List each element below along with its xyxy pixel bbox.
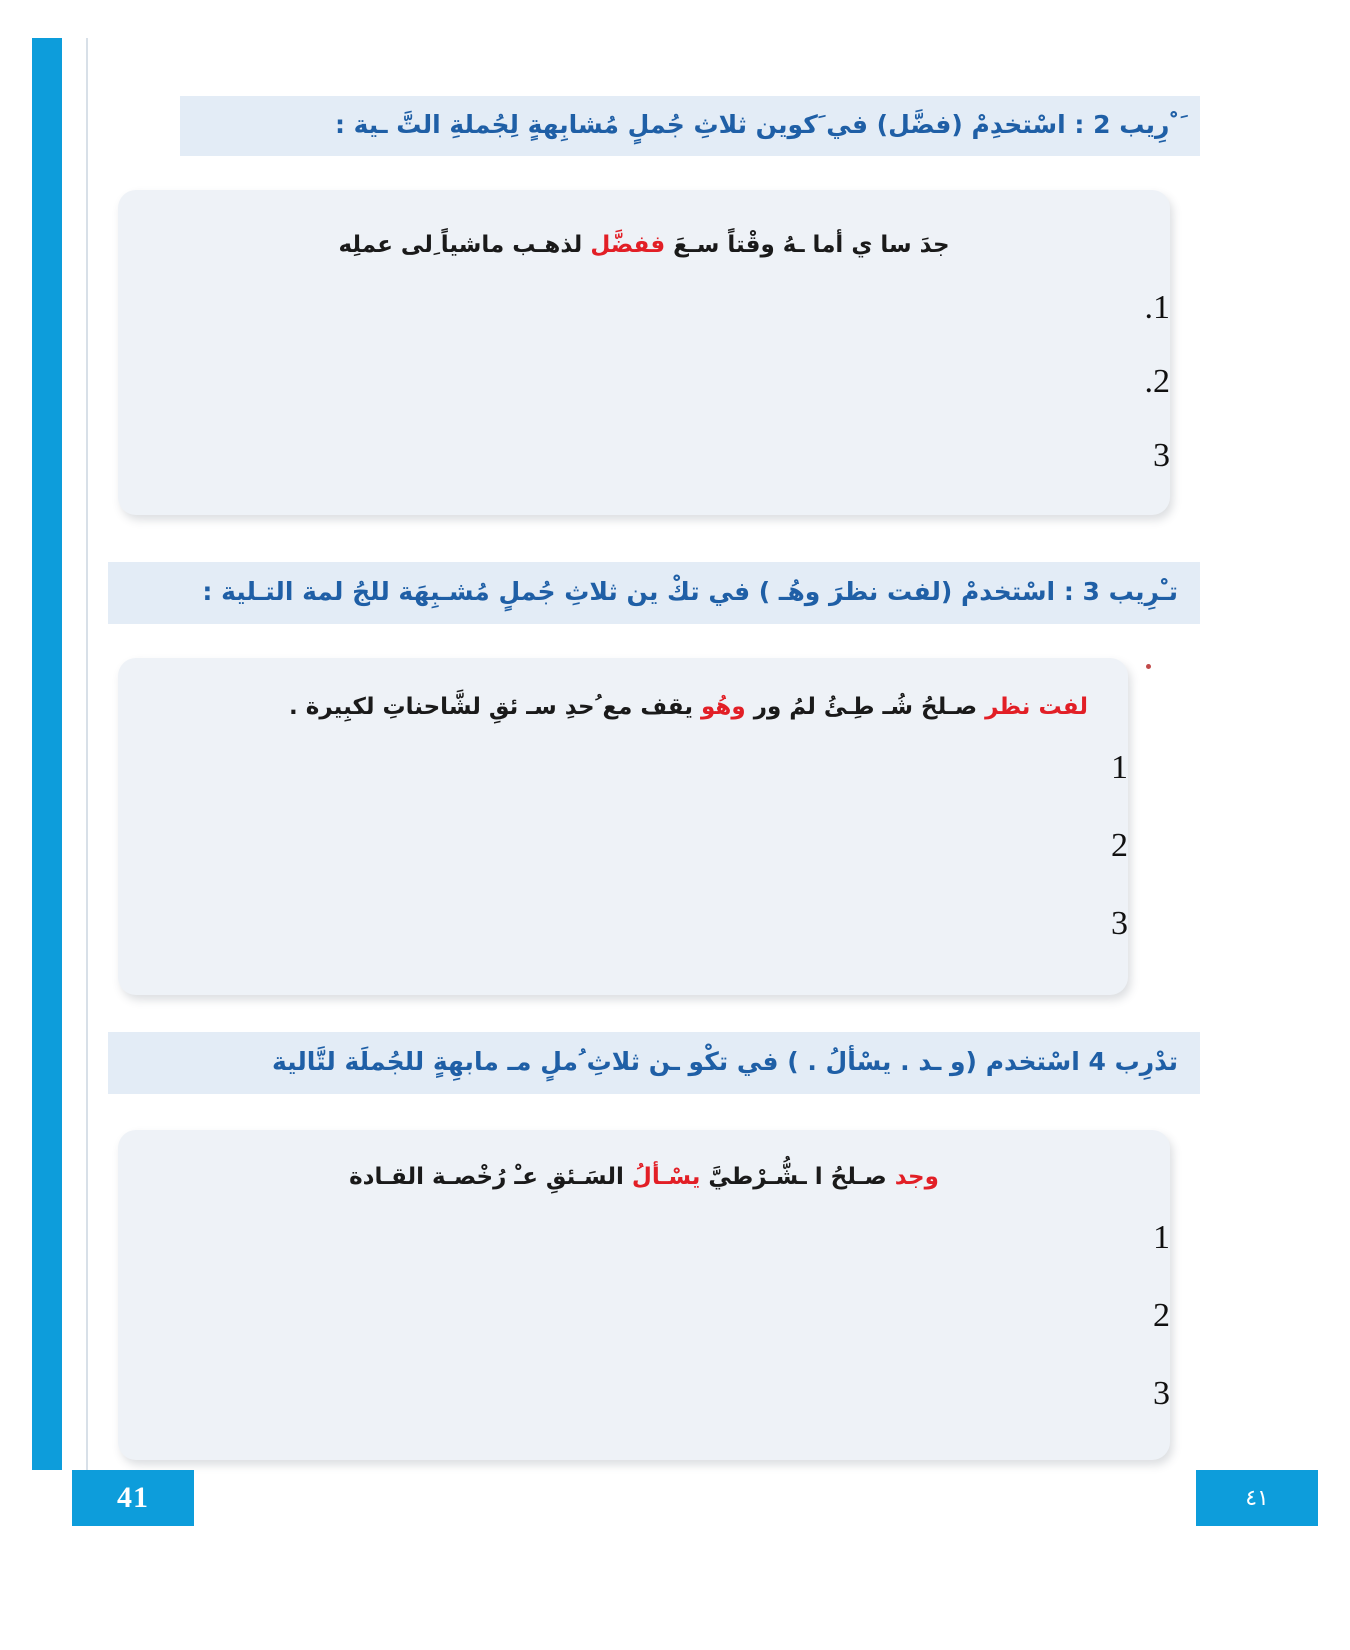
list-item[interactable]: 2. — [1144, 362, 1170, 400]
exercise-2-example-after: لذهـب ماشياً ِلى عملِه — [338, 232, 583, 258]
exercise-4-example-sentence — [118, 1130, 1170, 1195]
page-number-latin-text: 41 — [117, 1481, 149, 1514]
exercise-3-example-keyword-2: وهُو — [701, 694, 746, 720]
left-accent-bar — [32, 38, 62, 1470]
exercise-4-example-after: السَـئقِ عـْ رُخْصـة القـادة — [349, 1164, 624, 1190]
list-item[interactable]: 1. — [1144, 288, 1170, 326]
list-item[interactable]: 3 — [1153, 1374, 1170, 1412]
exercise-3-example-middle: صـلحُ شُـ طِـئُ لمُ ور — [753, 694, 978, 720]
exercise-3-example-after: يقف مع ُحدِ سـ ئقِ لشَّاحناتِ لكبِيرة . — [289, 694, 693, 720]
exercise-3-header-text: تـْرِيب 3 : اسْتخدمْ (لفت نظرَ وهُـ ) في تكْ ين ثلاثِ جُملٍ مُشـبِهَة للجُ لمة التـلية : — [202, 576, 1178, 606]
exercise-4-example-keyword-1: وجد — [894, 1164, 939, 1190]
list-item[interactable]: 1 — [1111, 748, 1128, 786]
exercise-4-answer-card — [118, 1130, 1170, 1460]
exercise-2-header-text: َ ْرِيب 2 : اسْتخدِمْ (فضَّل) في َكوين ثلاثِ جُملٍ مُشابِهةٍ لِجُملةِ التَّ ـية : — [334, 109, 1178, 139]
list-item[interactable]: 1 — [1153, 1218, 1170, 1256]
exercise-3-example-keyword-1: لفت نظر — [985, 694, 1088, 720]
page-number-latin — [72, 1470, 194, 1526]
exercise-3-example-sentence — [118, 658, 1128, 725]
exercise-2-header — [180, 96, 1200, 156]
list-item[interactable]: 2 — [1111, 826, 1128, 864]
exercise-2-example-sentence — [118, 190, 1170, 263]
list-item[interactable]: 3 — [1153, 436, 1170, 474]
page-number-arabic — [1196, 1470, 1318, 1526]
exercise-2-answer-list — [118, 288, 1170, 474]
page-number-arabic-text: ٤١ — [1245, 1485, 1269, 1511]
exercise-3-answer-list — [118, 748, 1128, 942]
exercise-4-answer-list — [118, 1218, 1170, 1412]
list-item[interactable]: 2 — [1153, 1296, 1170, 1334]
exercise-3-answer-card — [118, 658, 1128, 995]
exercise-4-header — [108, 1032, 1200, 1094]
exercise-4-header-text: تدْرِب 4 اسْتخدم (و ـد . يسْألُ . ) في تكْو ـن ثلاثِ ُملٍ مـ مابهِةٍ للجُملَة لتَّالية — [272, 1046, 1178, 1076]
exercise-2-example-keyword: ففضَّل — [590, 232, 666, 258]
exercise-4-example-middle: صـلحُ ا ـشُّـرْطيَّ — [708, 1164, 887, 1190]
exercise-2-answer-card — [118, 190, 1170, 515]
stray-punctuation-mark — [1146, 664, 1151, 669]
exercise-4-example-keyword-2: يسْـألُ — [631, 1164, 701, 1190]
exercise-2-example-before: جدَ سا ي أما ـهُ وقْتاً سـعَ — [673, 232, 950, 258]
left-vertical-rule — [86, 38, 88, 1470]
left-accent-bar-inner — [62, 38, 70, 1470]
exercise-3-header — [108, 562, 1200, 624]
list-item[interactable]: 3 — [1111, 904, 1128, 942]
